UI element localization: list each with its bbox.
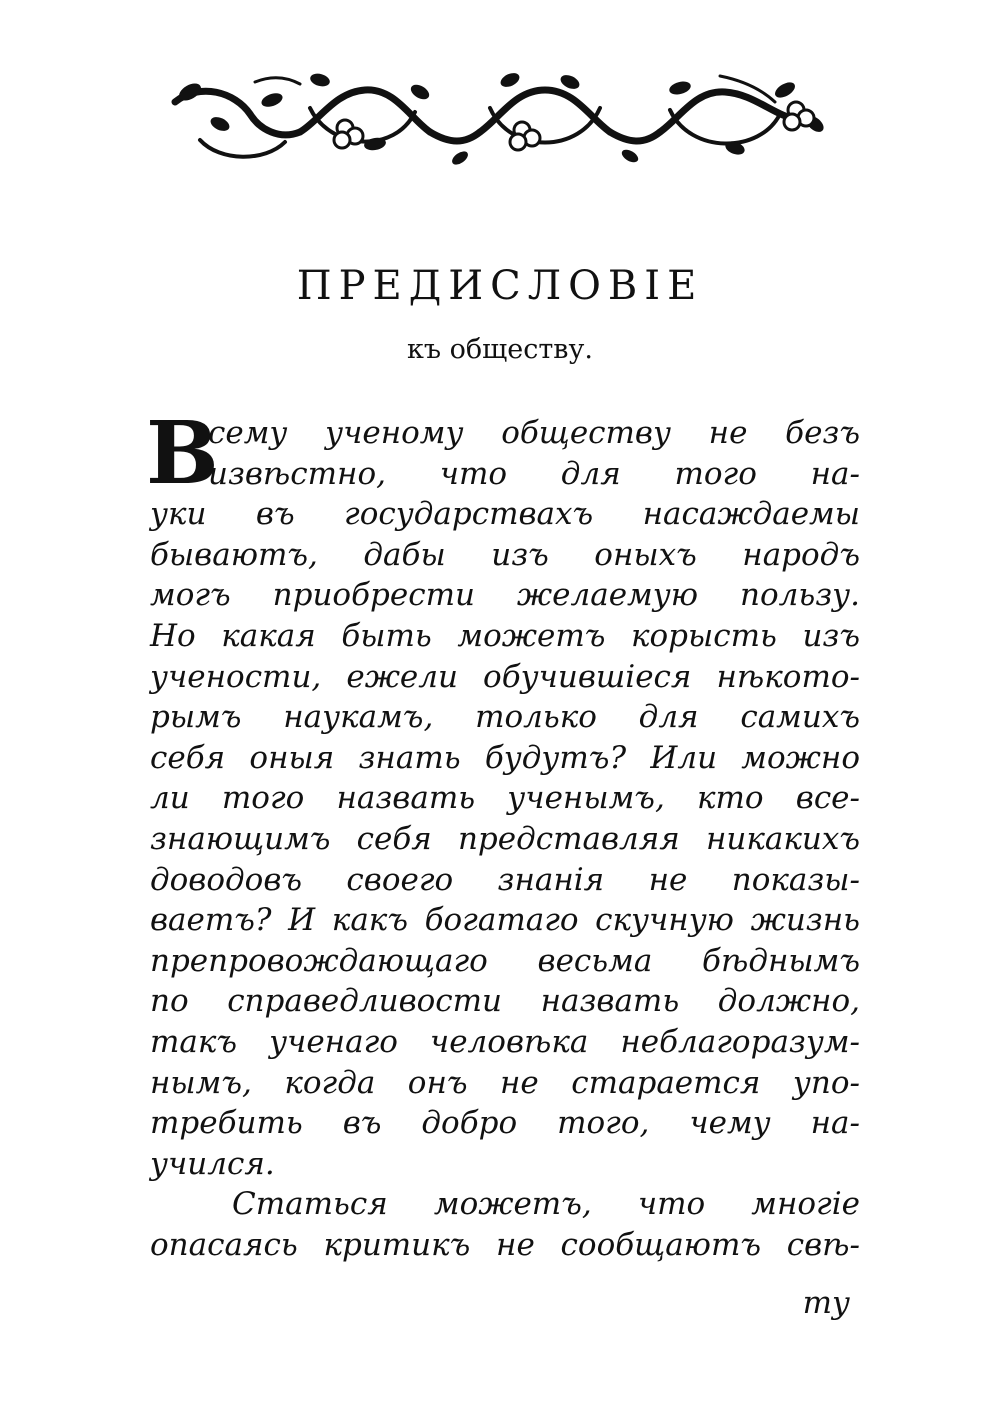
preface-text [146, 403, 860, 1265]
text-line: себя оныя знать будутъ? Или можно [150, 739, 860, 776]
text-line: такъ ученаго человѣка неблагоразум- [150, 1023, 860, 1060]
text-line: извѣстно, что для того на- [208, 455, 860, 492]
text-line: препровождающаго весьма бѣднымъ [150, 942, 860, 979]
text-line: по справедливости назвать должно, [150, 983, 860, 1020]
text-line: Но какая быть можетъ корысть изъ [150, 617, 860, 654]
text-line: рымъ наукамъ, только для самихъ [150, 699, 860, 736]
text-line: учености, ежели обучившіеся нѣкото- [150, 658, 860, 695]
page-heading: ПРЕДИСЛОВІЕ [296, 263, 704, 309]
catchword: ту [802, 1285, 850, 1321]
text-line: уки въ государствахъ насаждаемы [150, 496, 860, 533]
text-line: знающимъ себя представляя никакихъ [150, 820, 860, 857]
text-line: ваетъ? И какъ богатаго скучную жизнь [150, 902, 860, 939]
text-line: Статься можетъ, что многіе [232, 1186, 860, 1223]
text-line: В сему ученому обществу не безъ [146, 403, 860, 504]
text-line: нымъ, когда онъ не старается упо- [150, 1064, 860, 1101]
text-line: учился. [150, 1145, 275, 1182]
text-line: требить въ добро того, чему на- [150, 1105, 860, 1142]
page-subheading: къ обществу. [407, 334, 593, 365]
text-line: опасаясь критикъ не сообщаютъ свѣ- [150, 1226, 860, 1263]
text-line: бываютъ, дабы изъ оныхъ народъ [150, 536, 860, 573]
decorative-headpiece [160, 62, 840, 170]
text-line: доводовъ своего знанія не показы- [150, 861, 860, 898]
drop-cap: В [146, 403, 219, 504]
text-line: ли того назвать ученымъ, кто все- [150, 780, 860, 817]
text-line: могъ приобрести желаемую пользу. [150, 577, 860, 614]
